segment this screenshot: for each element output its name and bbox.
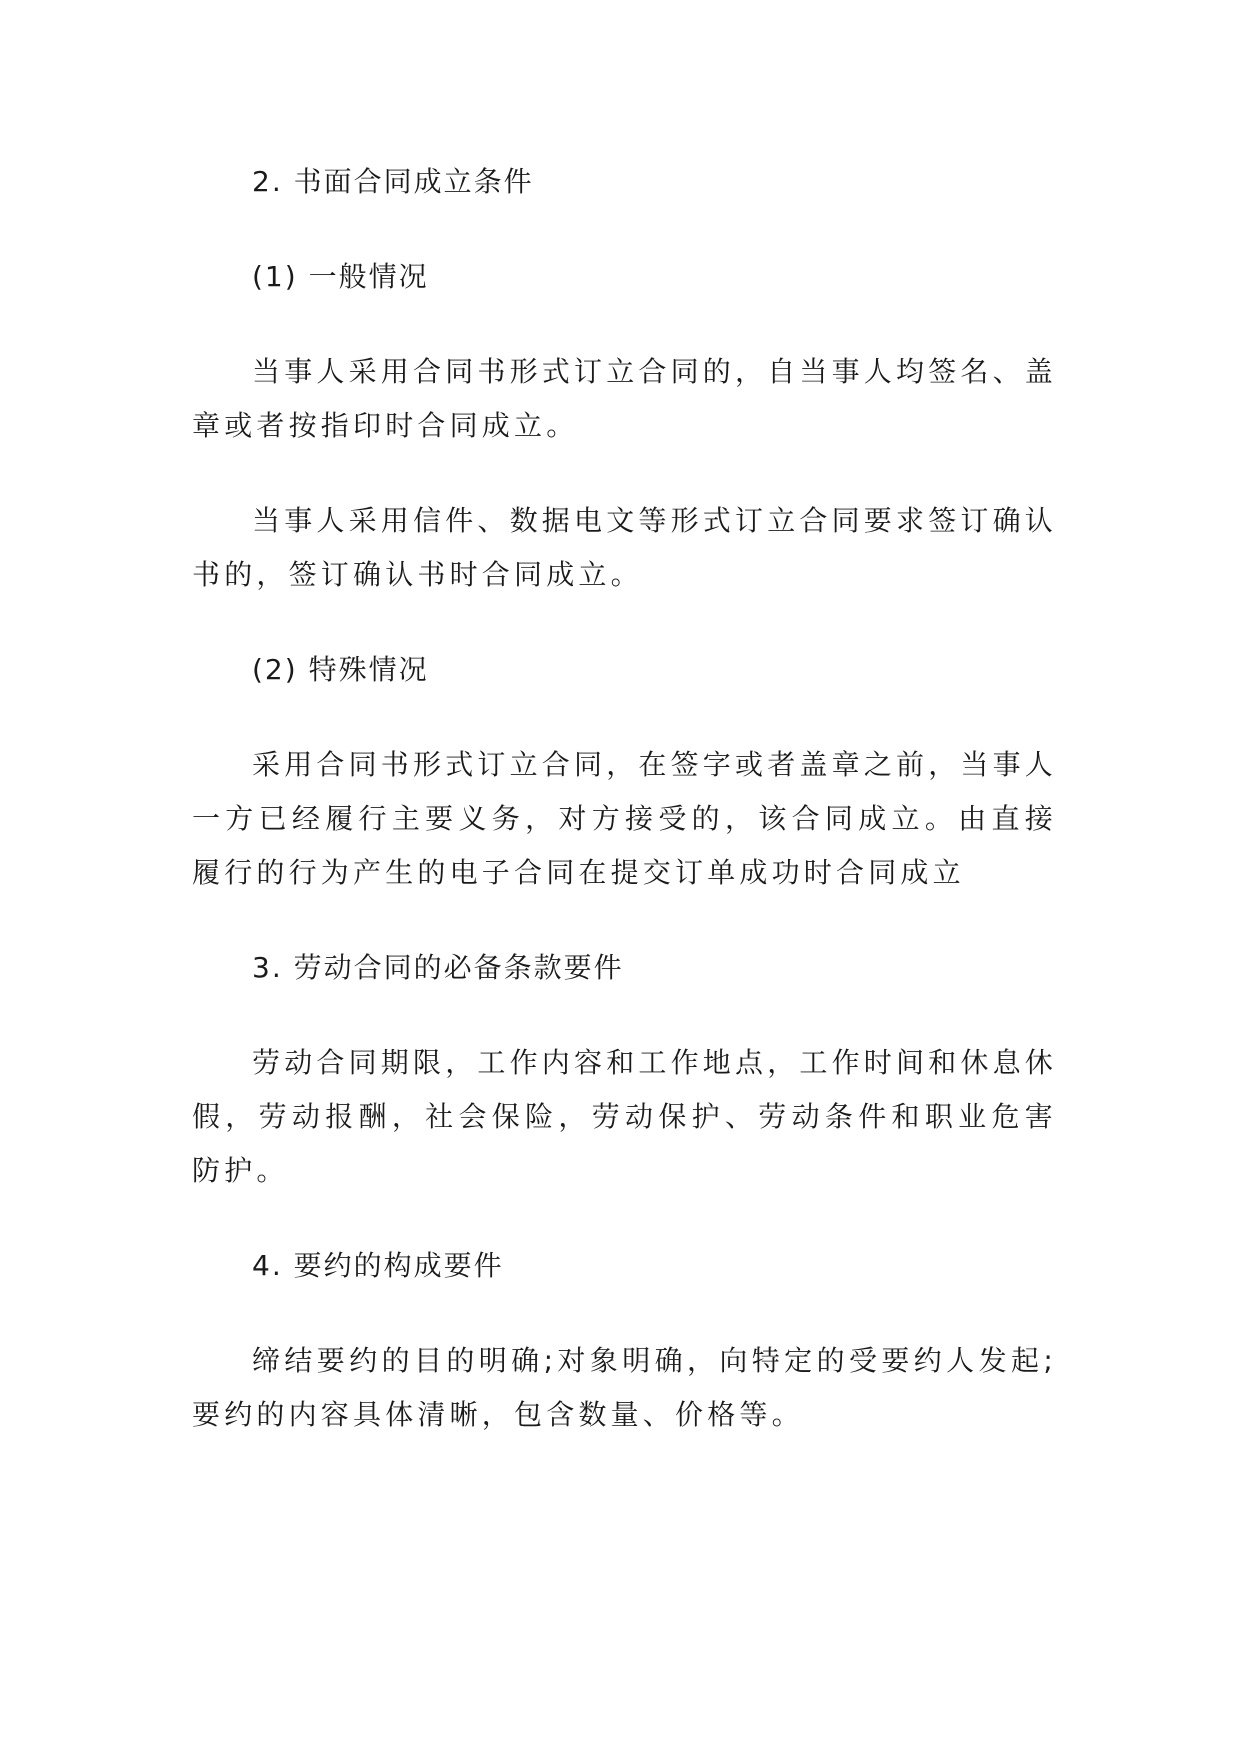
section-heading-labor-contract: 3. 劳动合同的必备条款要件 <box>252 951 624 984</box>
subheading-general-case: (1) 一般情况 <box>252 260 429 293</box>
paragraph-performance-before-signing: 采用合同书形式订立合同，在签字或者盖章之前，当事人一方已经履行主要义务，对方接受的，该合同成立。由直接履行的行为产生的电子合同在提交订单成功时合同成立 <box>192 748 1058 889</box>
paragraph-confirmation-letter: 当事人采用信件、数据电文等形式订立合同要求签订确认书的，签订确认书时合同成立。 <box>192 504 1058 591</box>
section-heading-written-contract: 2. 书面合同成立条件 <box>252 165 534 198</box>
subheading-special-case: (2) 特殊情况 <box>252 653 429 686</box>
paragraph-contract-signing: 当事人采用合同书形式订立合同的，自当事人均签名、盖章或者按指印时合同成立。 <box>192 355 1058 442</box>
section-heading-offer-elements: 4. 要约的构成要件 <box>252 1249 504 1282</box>
paragraph-labor-contract-terms: 劳动合同期限，工作内容和工作地点，工作时间和休息休假，劳动报酬，社会保险，劳动保护、劳动条件和职业危害防护。 <box>192 1046 1058 1187</box>
document-body <box>192 155 1057 1483</box>
paragraph-offer-requirements: 缔结要约的目的明确;对象明确，向特定的受要约人发起;要约的内容具体清晰，包含数量、价格等。 <box>192 1344 1057 1431</box>
